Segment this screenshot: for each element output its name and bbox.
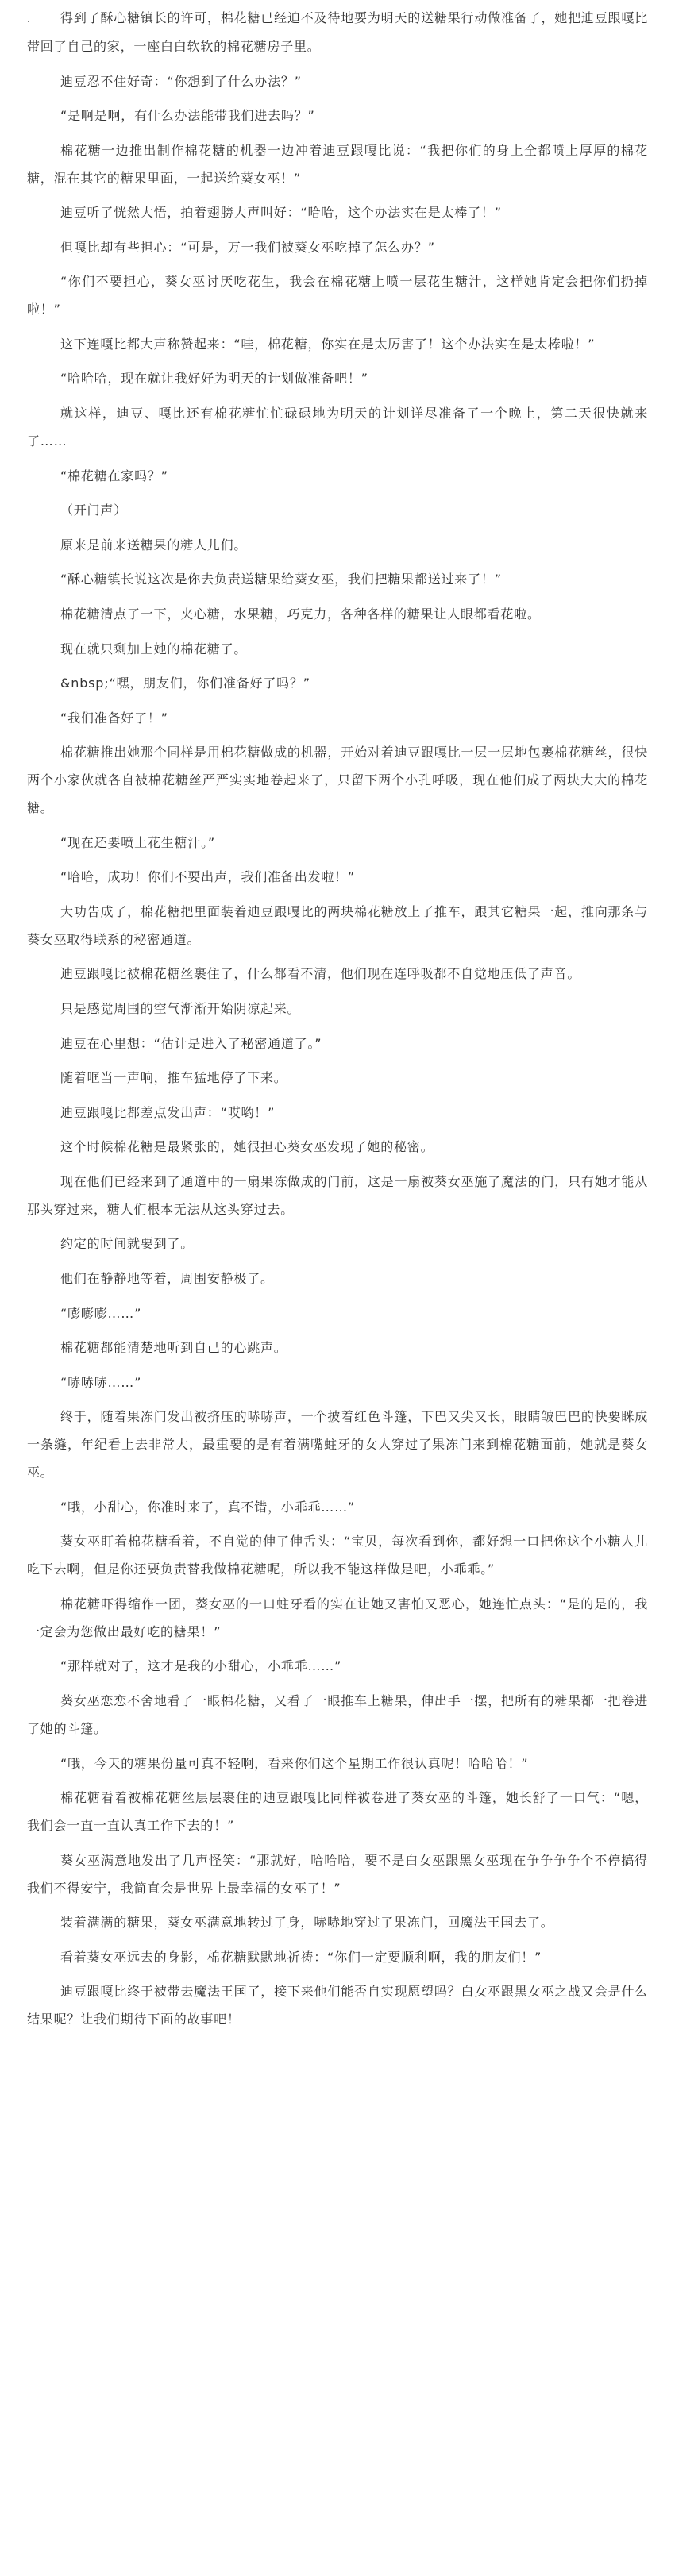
story-paragraph: （开门声） (60, 502, 128, 518)
story-paragraph: 迪豆在心里想：“估计是进入了秘密通道了。” (60, 1035, 322, 1051)
leading-mark: . (27, 13, 31, 25)
story-paragraph: 迪豆听了恍然大悟，拍着翅膀大声叫好：“哈哈，这个办法实在是太棒了！” (60, 205, 502, 221)
story-paragraph: 但嘎比却有些担心：“可是，万一我们被葵女巫吃掉了怎么办？” (60, 239, 435, 255)
story-paragraph: “嘭嘭嘭……” (60, 1305, 142, 1321)
story-paragraph: 大功告成了，棉花糖把里面装着迪豆跟嘎比的两块棉花糖放上了推车，跟其它糖果一起，推向那条与葵女巫取得联系的秘密通道。 (27, 903, 648, 947)
story-paragraph: 迪豆忍不住好奇：“你想到了什么办法？” (60, 73, 302, 89)
story-paragraph: 随着哐当一声响，推车猛地停了下来。 (60, 1070, 287, 1086)
story-paragraph: 迪豆跟嘎比都差点发出声：“哎哟！” (60, 1104, 276, 1120)
story-paragraph: “我们准备好了！” (60, 710, 168, 726)
story-paragraph: 这下连嘎比都大声称赞起来：“哇，棉花糖，你实在是太厉害了！这个办法实在是太棒啦！” (60, 336, 596, 352)
story-paragraph: 棉花糖吓得缩作一团，葵女巫的一口蛀牙看的实在让她又害怕又恶心，她连忙点头：“是的是的，我一定会为您做出最好吃的糖果！” (27, 1596, 648, 1639)
story-paragraph: &nbsp;“嘿，朋友们，你们准备好了吗？” (60, 676, 310, 691)
story-paragraph (0, 5, 675, 61)
story-paragraph: 他们在静静地等着，周围安静极了。 (60, 1271, 274, 1287)
story-paragraph: 只是感觉周围的空气渐渐开始阴凉起来。 (60, 1001, 301, 1016)
story-paragraph: “那样就对了，这才是我的小甜心，小乖乖……” (60, 1658, 342, 1674)
story-paragraph: 现在就只剩加上她的棉花糖了。 (60, 641, 248, 657)
story-paragraph: 葵女巫盯着棉花糖看着，不自觉的伸了伸舌头：“宝贝，每次看到你，都好想一口把你这个小糖人儿吃下去啊，但是你还要负责替我做棉花糖呢，所以我不能这样做是吧，小乖乖。” (27, 1534, 648, 1577)
story-paragraph: 葵女巫恋恋不舍地看了一眼棉花糖，又看了一眼推车上糖果，伸出手一摆，把所有的糖果都一把卷进了她的斗篷。 (27, 1693, 648, 1736)
story-paragraph: “棉花糖在家吗？” (60, 468, 168, 483)
story-paragraph: “哦，今天的糖果份量可真不轻啊，看来你们这个星期工作很认真呢！哈哈哈！” (60, 1755, 529, 1771)
story-paragraph: “哦，小甜心，你准时来了，真不错，小乖乖……” (60, 1499, 355, 1515)
story-paragraph: “哈哈哈，现在就让我好好为明天的计划做准备吧！” (60, 371, 368, 387)
story-paragraph: “酥心糖镇长说这次是你去负责送糖果给葵女巫，我们把糖果都送过来了！” (60, 572, 502, 587)
story-paragraph: 终于，随着果冻门发出被挤压的哧哧声，一个披着红色斗篷，下巴又尖又长，眼睛皱巴巴的快要眯成一条缝，年纪看上去非常大，最重要的是有着满嘴蛀牙的女人穿过了果冻门来到棉花糖面前，她就是葵女巫。 (27, 1409, 648, 1481)
story-paragraph: 迪豆跟嘎比终于被带去魔法王国了，接下来他们能否自实现愿望吗？白女巫跟黑女巫之战又会是什么结果呢？让我们期待下面的故事吧！ (27, 1984, 648, 2027)
story-paragraph: “哧哧哧……” (60, 1374, 142, 1390)
story-paragraph: 棉花糖清点了一下，夹心糖，水果糖，巧克力，各种各样的糖果让人眼都看花啦。 (60, 606, 541, 622)
story-paragraph: 就这样，迪豆、嘎比还有棉花糖忙忙碌碌地为明天的计划详尽准备了一个晚上，第二天很快就来了…… (27, 406, 648, 449)
story-paragraph: 看着葵女巫远去的身影，棉花糖默默地祈祷：“你们一定要顺利啊，我的朋友们！” (60, 1949, 542, 1965)
story-paragraph: 约定的时间就要到了。 (60, 1236, 195, 1252)
story-paragraph: 装着满满的糖果，葵女巫满意地转过了身，哧哧地穿过了果冻门，回魔法王国去了。 (60, 1915, 554, 1931)
story-paragraph: 迪豆跟嘎比被棉花糖丝裹住了，什么都看不清，他们现在连呼吸都不自觉地压低了声音。 (60, 966, 581, 982)
story-paragraph: “现在还要喷上花生糖汁。” (60, 834, 215, 850)
story-paragraph: 这个时候棉花糖是最紧张的，她很担心葵女巫发现了她的秘密。 (60, 1139, 434, 1155)
story-paragraph: 棉花糖都能清楚地听到自己的心跳声。 (60, 1340, 287, 1356)
story-paragraph: “是啊是啊，有什么办法能带我们进去吗？” (60, 108, 315, 124)
paragraph-text: 得到了酥心糖镇长的许可，棉花糖已经迫不及待地要为明天的送糖果行动做准备了，她把迪豆跟嘎比带回了自己的家，一座白白软软的棉花糖房子里。 (27, 10, 648, 54)
story-paragraph: 原来是前来送糖果的糖人儿们。 (60, 537, 248, 553)
story-article (0, 5, 675, 2041)
story-paragraph: 葵女巫满意地发出了几声怪笑：“那就好，哈哈哈，要不是白女巫跟黑女巫现在争争争争个不停搞得我们不得安宁，我简直会是世界上最幸福的女巫了！” (27, 1852, 648, 1896)
story-paragraph: “你们不要担心，葵女巫讨厌吃花生，我会在棉花糖上喷一层花生糖汁，这样她肯定会把你们扔掉啦！” (27, 274, 648, 318)
story-paragraph: 棉花糖看着被棉花糖丝层层裹住的迪豆跟嘎比同样被卷进了葵女巫的斗篷，她长舒了一口气：“嗯，我们会一直一直认真工作下去的！” (27, 1790, 648, 1834)
story-paragraph: 棉花糖推出她那个同样是用棉花糖做成的机器，开始对着迪豆跟嘎比一层一层地包裹棉花糖丝，很快两个小家伙就各自被棉花糖丝严严实实地卷起来了，只留下两个小孔呼吸，现在他们成了两块大大的棉花糖。 (27, 745, 648, 816)
story-paragraph: 现在他们已经来到了通道中的一扇果冻做成的门前，这是一扇被葵女巫施了魔法的门，只有她才能从那头穿过来，糖人们根本无法从这头穿过去。 (27, 1173, 648, 1217)
story-paragraph: 棉花糖一边推出制作棉花糖的机器一边冲着迪豆跟嘎比说：“我把你们的身上全都喷上厚厚的棉花糖，混在其它的糖果里面，一起送给葵女巫！” (27, 142, 648, 186)
story-paragraph: “哈哈，成功！你们不要出声，我们准备出发啦！” (60, 869, 355, 885)
